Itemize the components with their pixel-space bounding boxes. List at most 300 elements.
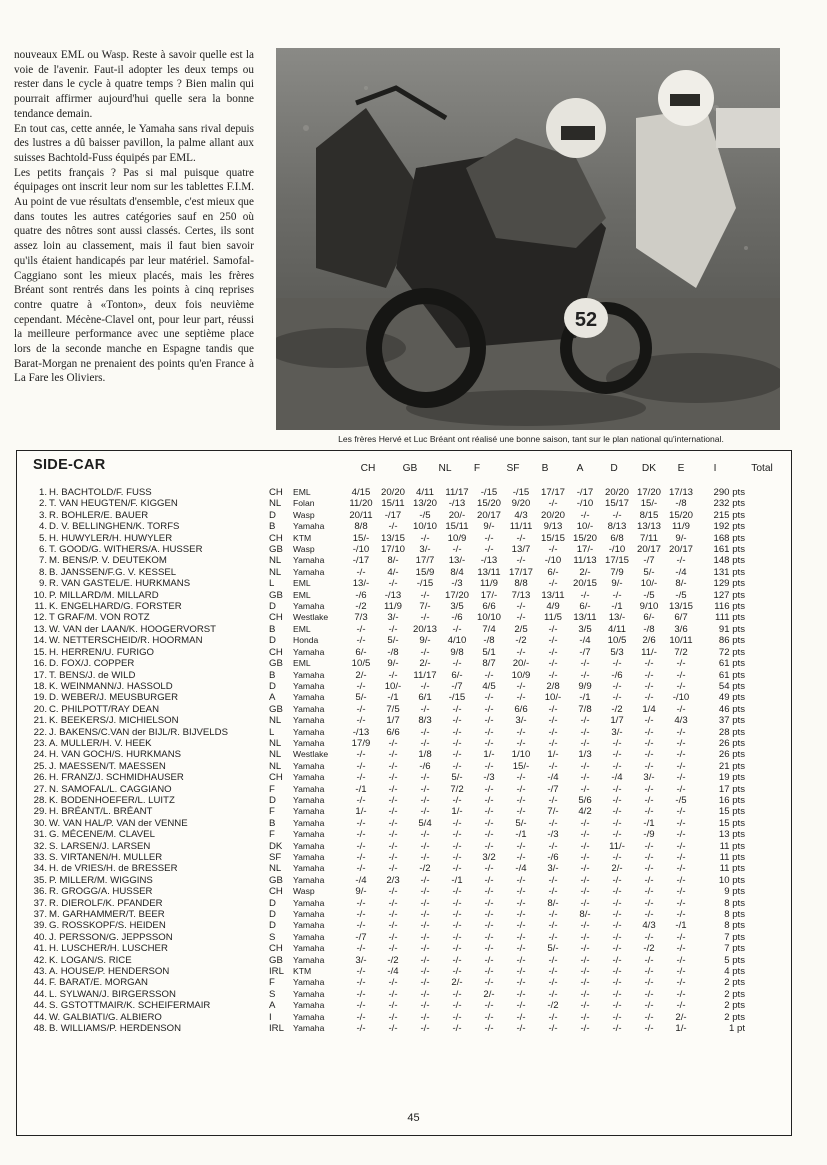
round-score: -/- <box>388 794 398 806</box>
total-points: 148 pts <box>713 555 745 567</box>
total-points: 91 pts <box>718 623 745 635</box>
crew-name: B. WILLIAMS/P. HERDENSON <box>49 1023 182 1035</box>
round-score: -/10 <box>576 498 594 510</box>
round-score: 7/9 <box>610 566 624 578</box>
round-score: -/4 <box>355 874 367 886</box>
crew-name: J. MAESSEN/T. MAESSEN <box>49 760 166 772</box>
crew-name: W. VAN der LAAN/K. HOOGERVORST <box>49 623 217 635</box>
machine: Yamaha <box>293 521 325 532</box>
round-score: -/- <box>612 943 622 955</box>
total-points: 37 pts <box>718 715 745 727</box>
total-points: 19 pts <box>718 772 745 784</box>
machine: Yamaha <box>293 646 325 657</box>
round-score: -/- <box>644 680 654 692</box>
nationality: F <box>269 806 275 818</box>
round-score: 13/15 <box>668 601 693 613</box>
position: 42. <box>33 954 47 966</box>
round-score: 1/- <box>355 806 367 818</box>
round-score: -/- <box>388 1011 398 1023</box>
round-score: -/- <box>644 806 654 818</box>
position: 11. <box>34 601 47 613</box>
column-header: B <box>541 463 549 474</box>
crew-name: B. JANSSEN/F.G. V. KESSEL <box>49 566 177 578</box>
round-score: -/- <box>516 977 526 989</box>
round-score: -/- <box>612 852 622 863</box>
round-score: -/- <box>676 772 686 784</box>
total-points: 26 pts <box>718 749 745 761</box>
nationality: CH <box>269 943 283 955</box>
round-score: -/- <box>516 806 526 818</box>
round-score: 9/- <box>675 532 687 544</box>
round-score: -/2 <box>387 954 399 966</box>
round-score: 5/1 <box>482 646 496 658</box>
round-score: 7/8 <box>578 703 592 715</box>
round-score: -/- <box>516 897 526 909</box>
round-score: 7/2 <box>450 783 464 795</box>
round-score: -/- <box>388 578 398 590</box>
round-score: -/- <box>676 703 686 715</box>
round-score: -/- <box>484 977 494 989</box>
round-score: -/- <box>388 852 398 863</box>
machine: Yamaha <box>293 829 325 840</box>
crew-name: H. BRÉANT/L. BRÉANT <box>49 806 153 818</box>
round-score: 6/- <box>547 566 559 578</box>
round-score: -/4 <box>547 772 559 784</box>
nationality: NL <box>269 737 282 749</box>
round-score: -/- <box>548 703 558 715</box>
nationality: CH <box>269 532 283 544</box>
round-score: -/2 <box>611 703 623 715</box>
round-score: -/5 <box>675 794 687 806</box>
round-score: -/- <box>516 1000 526 1012</box>
machine: Yamaha <box>293 566 325 577</box>
round-score: 9/- <box>483 521 495 533</box>
position: 36. <box>33 886 47 898</box>
round-score: 17/20 <box>636 487 661 498</box>
table-row <box>25 727 745 738</box>
round-score: -/- <box>356 772 366 784</box>
round-score: -/1 <box>643 817 655 829</box>
round-score: 17/15 <box>604 555 629 567</box>
round-score: 4/9 <box>546 601 560 613</box>
total-points: 15 pts <box>718 817 745 829</box>
machine: Folan <box>293 498 315 509</box>
round-score: -/- <box>580 783 590 795</box>
crew-name: N. SAMOFAL/L. CAGGIANO <box>49 783 172 795</box>
round-score: 17/10 <box>380 544 405 556</box>
round-score: -/- <box>548 909 558 921</box>
round-score: -/5 <box>419 509 431 521</box>
round-score: -/- <box>516 886 526 898</box>
round-score: -/- <box>420 829 430 841</box>
total-points: 61 pts <box>718 669 745 681</box>
round-score: -/3 <box>451 578 463 590</box>
round-score: -/7 <box>547 783 559 795</box>
round-score: 17/9 <box>351 737 371 749</box>
round-score: 11/9 <box>672 521 690 533</box>
round-score: -/- <box>484 966 494 978</box>
round-score: -/- <box>356 863 366 875</box>
nationality: F <box>269 829 275 841</box>
round-score: 6/6 <box>514 703 528 715</box>
round-score: 1/3 <box>578 749 592 761</box>
round-score: -/- <box>580 931 590 943</box>
nationality: NL <box>269 566 282 578</box>
position: 33. <box>33 852 47 863</box>
position: 32. <box>33 840 47 852</box>
round-score: -/- <box>452 966 462 978</box>
crew-name: W. GALBIATI/G. ALBIERO <box>49 1011 162 1023</box>
column-header: I <box>713 463 717 474</box>
round-score: 3/- <box>387 612 399 624</box>
round-score: 17/17 <box>508 566 533 578</box>
round-score: 5/- <box>515 817 527 829</box>
position: 44. <box>33 1000 47 1012</box>
round-score: -/17 <box>576 487 594 498</box>
round-score: 13/- <box>352 578 370 590</box>
table-row <box>25 863 745 874</box>
round-score: -/- <box>356 852 366 863</box>
round-score: -/- <box>420 1000 430 1012</box>
total-points: 127 pts <box>713 589 745 601</box>
round-score: -/3 <box>483 772 495 784</box>
total-points: 28 pts <box>718 726 745 738</box>
round-score: -/- <box>676 897 686 909</box>
round-score: 6/- <box>579 601 591 613</box>
round-score: 11/9 <box>384 601 402 613</box>
round-score: -/- <box>452 1011 462 1023</box>
round-score: -/- <box>452 817 462 829</box>
round-score: -/- <box>420 988 430 1000</box>
position: 21. <box>33 715 47 727</box>
round-score: -/- <box>580 920 590 932</box>
round-score: 9/- <box>387 658 399 670</box>
table-row <box>25 681 745 692</box>
round-score: 9/10 <box>639 601 659 613</box>
round-score: 1/- <box>483 749 495 761</box>
nationality: CH <box>269 772 283 784</box>
round-score: -/- <box>676 840 686 852</box>
table-row <box>25 612 745 623</box>
round-score: -/- <box>644 760 654 772</box>
round-score: -/- <box>484 817 494 829</box>
round-score: -/13 <box>352 726 370 738</box>
total-points: 2 pts <box>724 1000 745 1012</box>
crew-name: J. PERSSON/G. JEPPSSON <box>49 931 173 943</box>
round-score: 2/- <box>611 863 623 875</box>
round-score: -/- <box>356 566 366 578</box>
crew-name: K. BEEKERS/J. MICHIELSON <box>49 715 179 727</box>
round-score: -/- <box>420 977 430 989</box>
machine: Wasp <box>293 509 315 520</box>
round-score: -/- <box>548 498 558 510</box>
round-score: -/1 <box>387 692 399 704</box>
round-score: 17/- <box>480 589 498 601</box>
position: 3. <box>38 509 47 521</box>
round-score: 15/- <box>640 498 658 510</box>
round-score: -/- <box>484 726 494 738</box>
crew-name: M. GARHAMMER/T. BEER <box>49 909 165 921</box>
round-score: 4/3 <box>514 509 528 521</box>
round-score: -/- <box>516 840 526 852</box>
round-score: -/- <box>644 874 654 886</box>
results-panel <box>16 450 792 1136</box>
round-score: -/- <box>580 1023 590 1035</box>
table-row <box>25 555 745 566</box>
round-score: 10/9 <box>447 532 467 544</box>
column-header: DK <box>641 463 657 474</box>
round-score: -/4 <box>387 966 399 978</box>
round-score: -/- <box>516 966 526 978</box>
round-score: -/- <box>516 874 526 886</box>
position: 1. <box>38 487 47 498</box>
machine: KTM <box>293 532 312 543</box>
round-score: -/2 <box>547 1000 559 1012</box>
round-score: 4/2 <box>578 806 592 818</box>
round-score: -/- <box>548 760 558 772</box>
round-score: 13/15 <box>380 532 405 544</box>
round-score: -/- <box>548 817 558 829</box>
total-points: 161 pts <box>713 544 745 556</box>
round-score: -/13 <box>448 498 466 510</box>
round-score: -/- <box>388 977 398 989</box>
round-score: -/- <box>644 852 654 863</box>
round-score: -/- <box>676 954 686 966</box>
round-score: -/- <box>356 794 366 806</box>
column-header: SF <box>506 463 520 474</box>
round-score: -/- <box>388 760 398 772</box>
results-table <box>25 487 745 1035</box>
round-score: 9/20 <box>511 498 531 510</box>
round-score: 3/5 <box>450 601 464 613</box>
nationality: L <box>269 578 275 590</box>
machine: Yamaha <box>293 692 325 703</box>
round-score: -/- <box>516 726 526 738</box>
position: 35. <box>33 874 47 886</box>
round-score: -/- <box>484 1000 494 1012</box>
round-score: -/- <box>452 840 462 852</box>
column-header: GB <box>402 463 418 474</box>
round-score: 11/5 <box>544 612 562 624</box>
round-score: -/- <box>420 726 430 738</box>
round-score: 17/20 <box>444 589 469 601</box>
nationality: GB <box>269 589 283 601</box>
machine: Yamaha <box>293 1000 325 1011</box>
round-score: -/- <box>420 886 430 898</box>
round-score: -/- <box>516 737 526 749</box>
round-score: 9/13 <box>543 521 563 533</box>
round-score: -/- <box>388 829 398 841</box>
round-score: -/15 <box>480 487 498 498</box>
nationality: D <box>269 635 276 647</box>
round-score: -/7 <box>355 931 367 943</box>
round-score: 15/20 <box>476 498 501 510</box>
round-score: 20/15 <box>572 578 597 590</box>
round-score: 3/- <box>419 544 431 556</box>
position: 18. <box>33 680 47 692</box>
round-score: 13/11 <box>573 612 597 624</box>
crew-name: L. SYLWAN/J. BIRGERSSON <box>49 988 176 1000</box>
round-score: -/- <box>356 966 366 978</box>
round-score: 11/- <box>641 646 657 658</box>
round-score: -/3 <box>547 829 559 841</box>
round-score: -/- <box>388 783 398 795</box>
round-score: -/- <box>452 1023 462 1035</box>
round-score: -/- <box>388 943 398 955</box>
round-score: -/- <box>548 715 558 727</box>
position: 37. <box>33 909 47 921</box>
round-score: 13/11 <box>477 566 501 578</box>
round-score: 8/4 <box>450 566 464 578</box>
round-score: 3/5 <box>578 623 592 635</box>
nationality: A <box>269 1000 276 1012</box>
round-score: 2/6 <box>642 635 656 647</box>
total-points: 10 pts <box>718 874 745 886</box>
photo-caption: Les frères Hervé et Luc Bréant ont réalisé une bonne saison, tant sur le plan national qu'international. <box>338 434 724 444</box>
round-score: 7/2 <box>674 646 688 658</box>
round-score: -/8 <box>387 646 399 658</box>
crew-name: P. MILLARD/M. MILLARD <box>49 589 159 601</box>
table-row <box>25 487 745 498</box>
machine: Yamaha <box>293 943 325 954</box>
round-score: -/- <box>516 772 526 784</box>
round-score: 8/3 <box>418 715 432 727</box>
nationality: D <box>269 794 276 806</box>
round-score: 4/11 <box>608 623 626 635</box>
round-score: 20/- <box>448 509 466 521</box>
round-score: -/- <box>580 840 590 852</box>
position: 48. <box>33 1023 47 1035</box>
round-score: -/- <box>580 954 590 966</box>
crew-name: R. DIEROLF/K. PFANDER <box>49 897 163 909</box>
round-score: -/- <box>612 760 622 772</box>
total-points: 9 pts <box>724 886 745 898</box>
position: 8. <box>38 566 47 578</box>
nationality: GB <box>269 874 283 886</box>
crew-name: W. NETTERSCHEID/R. HOORMAN <box>49 635 203 647</box>
table-row <box>25 533 745 544</box>
round-score: -/- <box>548 544 558 556</box>
nationality: F <box>269 977 275 989</box>
round-score: 7/11 <box>640 532 658 544</box>
round-score: -/- <box>644 1023 654 1035</box>
position: 37. <box>33 897 47 909</box>
position: 23. <box>33 737 47 749</box>
round-score: 8/15 <box>639 509 659 521</box>
table-row <box>25 578 745 589</box>
round-score: -/- <box>420 1023 430 1035</box>
total-points: 7 pts <box>724 943 745 955</box>
round-score: -/- <box>420 646 430 658</box>
round-score: 5/- <box>387 635 399 647</box>
round-score: 2/3 <box>386 874 400 886</box>
table-row <box>25 943 745 954</box>
crew-name: D. V. BELLINGHEN/K. TORFS <box>49 521 180 533</box>
round-score: -/- <box>644 909 654 921</box>
position: 2. <box>38 498 47 510</box>
round-score: -/- <box>516 1023 526 1035</box>
round-score: 2/- <box>675 1011 687 1023</box>
round-score: -/- <box>644 726 654 738</box>
nationality: GB <box>269 954 283 966</box>
round-score: -/- <box>612 920 622 932</box>
table-row <box>25 590 745 601</box>
table-row <box>25 567 745 578</box>
round-score: -/- <box>580 760 590 772</box>
crew-name: S. VIRTANEN/H. MULLER <box>49 852 163 863</box>
round-score: -/- <box>356 988 366 1000</box>
round-score: -/- <box>452 760 462 772</box>
round-score: -/- <box>644 737 654 749</box>
machine: Yamaha <box>293 1011 325 1022</box>
round-score: 13/7 <box>511 544 531 556</box>
nationality: NL <box>269 749 282 761</box>
round-score: -/- <box>516 532 526 544</box>
round-score: -/- <box>676 943 686 955</box>
round-score: -/- <box>676 726 686 738</box>
round-score: -/9 <box>643 829 655 841</box>
nationality: NL <box>269 863 282 875</box>
round-score: -/- <box>452 1000 462 1012</box>
total-points: 116 pts <box>714 601 745 613</box>
round-score: -/- <box>452 863 462 875</box>
round-score: -/- <box>612 909 622 921</box>
round-score: -/6 <box>611 669 623 681</box>
table-row <box>25 658 745 669</box>
position: 29. <box>33 806 47 818</box>
round-score: -/- <box>356 760 366 772</box>
total-points: 215 pts <box>713 509 745 521</box>
round-score: -/- <box>388 737 398 749</box>
machine: Yamaha <box>293 555 325 566</box>
round-score: 7/- <box>547 806 559 818</box>
round-score: -/- <box>580 658 590 670</box>
round-score: -/- <box>676 886 686 898</box>
table-row <box>25 692 745 703</box>
round-score: -/- <box>516 931 526 943</box>
total-points: 15 pts <box>718 806 745 818</box>
column-header: F <box>473 463 481 474</box>
machine: EML <box>293 487 311 497</box>
round-score: -/- <box>676 966 686 978</box>
round-score: -/- <box>420 806 430 818</box>
round-score: -/4 <box>611 772 623 784</box>
round-score: 2/5 <box>514 623 528 635</box>
round-score: -/- <box>580 943 590 955</box>
round-score: 2/8 <box>546 680 560 692</box>
round-score: 13/- <box>448 555 466 567</box>
round-score: -/- <box>388 897 398 909</box>
machine: Yamaha <box>293 806 325 817</box>
round-score: 5/3 <box>610 646 624 658</box>
round-score: -/10 <box>608 544 626 556</box>
crew-name: H. HERREN/U. FURIGO <box>49 646 155 658</box>
crew-name: T. GOOD/G. WITHERS/A. HUSSER <box>49 544 203 556</box>
crew-name: K. WEINMANN/J. HASSOLD <box>49 680 173 692</box>
round-score: 4/3 <box>642 920 656 932</box>
machine: Yamaha <box>293 726 325 737</box>
round-score: -/- <box>612 874 622 886</box>
round-score: -/- <box>452 737 462 749</box>
round-score: 11/11 <box>509 521 533 533</box>
round-score: -/- <box>676 680 686 692</box>
total-points: 5 pts <box>724 954 745 966</box>
round-score: -/- <box>420 532 430 544</box>
round-score: 20/13 <box>412 623 437 635</box>
round-score: -/- <box>516 612 526 624</box>
crew-name: K. BODENHOEFER/L. LUITZ <box>49 794 175 806</box>
round-score: -/- <box>484 863 494 875</box>
